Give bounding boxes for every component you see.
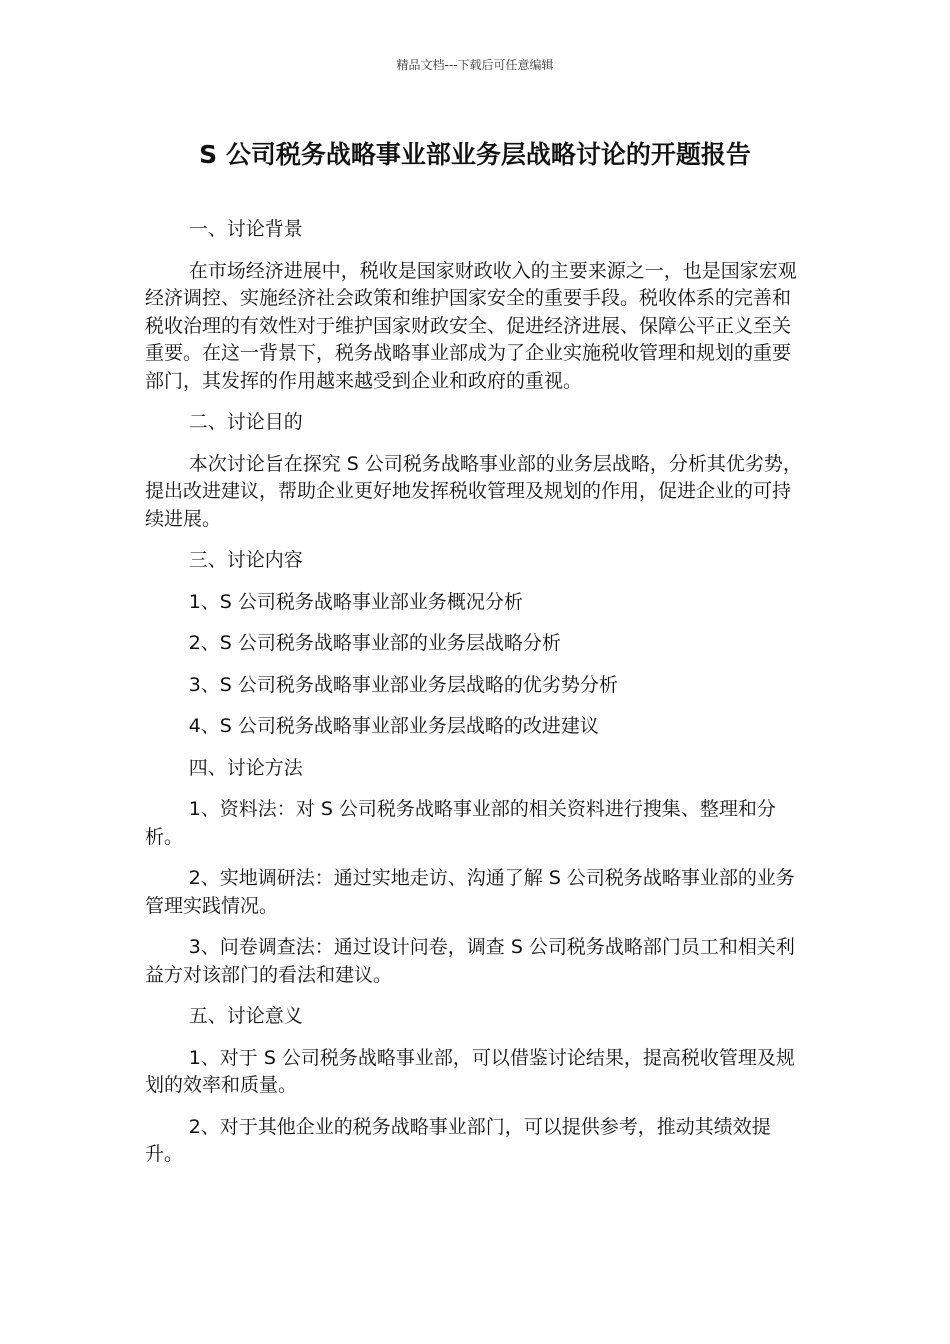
list-item: 2、实地调研法：通过实地走访、沟通了解 S 公司税务战略事业部的业务管理实践情况。 [145, 867, 795, 917]
section-heading-background: 一、讨论背景 [188, 218, 303, 240]
list-item: 3、S 公司税务战略事业部业务层战略的优劣势分析 [188, 673, 618, 696]
document-body [145, 216, 807, 1183]
list-item: 2、对于其他企业的税务战略事业部门，可以提供参考，推动其绩效提升。 [145, 1115, 771, 1165]
list-item: 3、问卷调查法：通过设计问卷，调查 S 公司税务战略部门员工和相关利益方对该部门的看法和建议。 [145, 936, 795, 986]
section-heading-significance: 五、讨论意义 [188, 1005, 303, 1027]
section-heading-content: 三、讨论内容 [188, 549, 303, 571]
document-title: S 公司税务战略事业部业务层战略讨论的开题报告 [199, 140, 751, 169]
list-item: 1、资料法：对 S 公司税务战略事业部的相关资料进行搜集、整理和分析。 [145, 798, 776, 848]
list-item: 2、S 公司税务战略事业部的业务层战略分析 [188, 632, 561, 654]
page-header: 精品文档---下载后可任意编辑 [396, 58, 554, 72]
list-item: 1、S 公司税务战略事业部业务概况分析 [188, 590, 523, 613]
paragraph-background: 在市场经济进展中，税收是国家财政收入的主要来源之一，也是国家宏观经济调控、实施经济社会政策和维护国家安全的重要手段。税收体系的完善和税收治理的有效性对于维护国家财政安全、促进经济进展、保障公平正义至关重要。在这一背景下，税务战略事业部成为了企业实施税收管理和规划的重要部门，其发挥的作用越来越受到企业和政府的重视。 [145, 259, 797, 392]
paragraph-purpose: 本次讨论旨在探究 S 公司税务战略事业部的业务层战略，分析其优劣势，提出改进建议，帮助企业更好地发挥税收管理及规划的作用，促进企业的可持续进展。 [145, 452, 802, 530]
section-heading-purpose: 二、讨论目的 [188, 411, 303, 433]
list-item: 1、对于 S 公司税务战略事业部，可以借鉴讨论结果，提高税收管理及规划的效率和质量。 [145, 1046, 795, 1096]
list-item: 4、S 公司税务战略事业部业务层战略的改进建议 [188, 715, 599, 737]
section-heading-methods: 四、讨论方法 [188, 756, 303, 779]
